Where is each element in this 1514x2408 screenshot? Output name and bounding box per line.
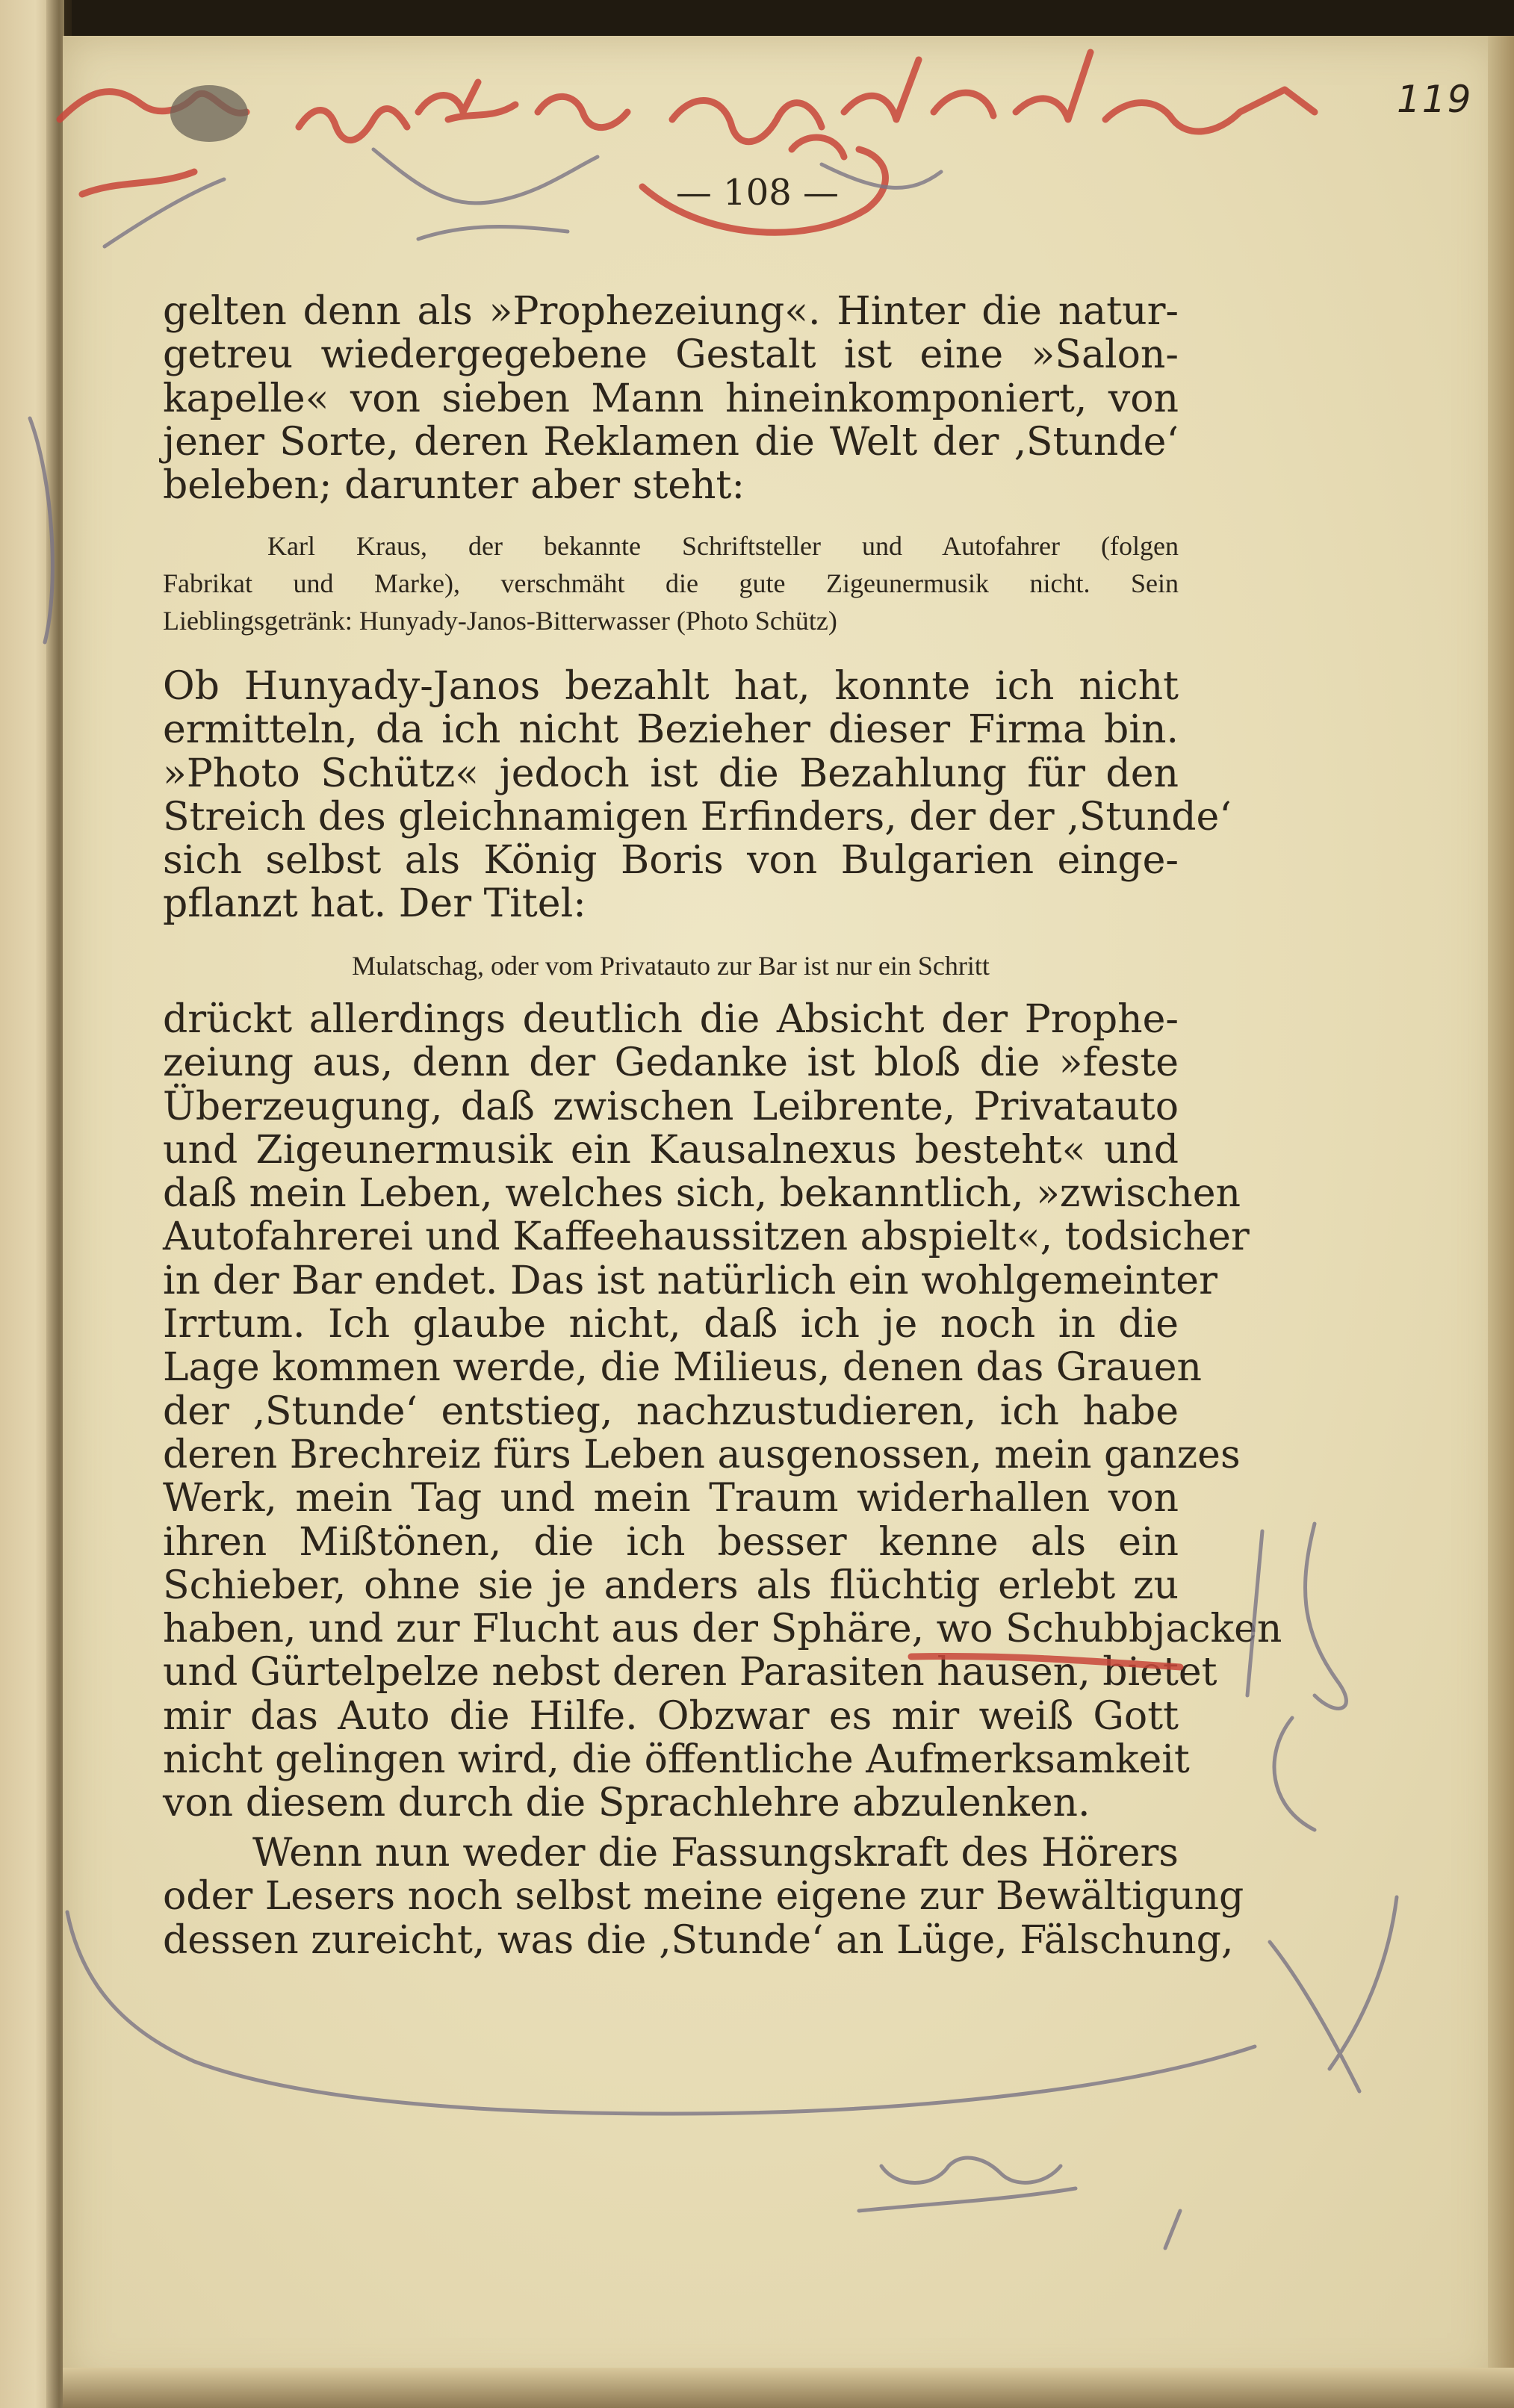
text-line: mir das Auto die Hilfe. Obzwar es mir weiß Gott <box>163 1693 1179 1739</box>
text-line: oder Lesers noch selbst meine eigene zur Bewältigung <box>163 1874 1244 1920</box>
text-line: beleben; darunter aber steht: <box>163 463 745 509</box>
text-line: ihren Mißtönen, die ich besser kenne als ein <box>163 1519 1179 1565</box>
text-line: kapelle« von sieben Mann hineinkomponiert, von <box>163 376 1179 421</box>
text-line: pflanzt hat. Der Titel: <box>163 881 586 927</box>
text-line: zeiung aus, denn der Gedanke ist bloß die »feste <box>163 1040 1179 1086</box>
text-line: deren Brechreiz fürs Leben ausgenossen, mein ganzes <box>163 1432 1241 1477</box>
text-line: nicht gelingen wird, die öffentliche Aufmerksamkeit <box>163 1737 1190 1783</box>
archive-folio-number: 119 <box>1397 78 1473 121</box>
red-pencil-note <box>60 52 1315 1667</box>
text-line: »Photo Schütz« jedoch ist die Bezahlung für den <box>163 751 1179 796</box>
text-line: sich selbst als König Boris von Bulgarien einge- <box>163 838 1179 884</box>
text-line: Autofahrerei und Kaffeehaussitzen abspielt«, todsicher <box>163 1214 1250 1260</box>
text-line: daß mein Leben, welches sich, bekanntlich, »zwischen <box>163 1171 1241 1217</box>
text-line: Überzeugung, daß zwischen Leibrente, Privatauto <box>163 1084 1179 1129</box>
text-line: in der Bar endet. Das ist natürlich ein wohlgemeinter <box>163 1258 1217 1303</box>
text-line: und Gürtelpelze nebst deren Parasiten hausen, bietet <box>163 1650 1217 1695</box>
grey-pencil-marks <box>30 149 1397 2248</box>
text-line: getreu wiedergegebene Gestalt ist eine »Salon- <box>163 332 1179 378</box>
text-line: drückt allerdings deutlich die Absicht der Prophe- <box>163 997 1179 1042</box>
text-line: und Zigeunermusik ein Kausalnexus besteht« und <box>163 1127 1179 1173</box>
text-line: von diesem durch die Sprachlehre abzulenken. <box>163 1781 1090 1826</box>
quote-line: Lieblingsgetränk: Hunyady-Janos-Bitterwasser (Photo Schütz) <box>163 606 837 636</box>
text-line: Wenn nun weder die Fassungskraft des Hörers <box>252 1831 1179 1875</box>
text-line: haben, und zur Flucht aus der Sphäre, wo Schubbjacken <box>163 1607 1282 1652</box>
quote-line: Fabrikat und Marke), verschmäht die gute Zigeunermusik nicht. Sein <box>163 568 1179 598</box>
text-line: Schieber, ohne sie je anders als flüchtig erlebt zu <box>163 1563 1179 1608</box>
text-line: ermitteln, da ich nicht Bezieher dieser Firma bin. <box>163 707 1179 753</box>
page-number: — 108 — <box>675 172 840 214</box>
text-line: jener Sorte, deren Reklamen die Welt der ‚Stunde‘ <box>163 419 1179 465</box>
text-line: dessen zureicht, was die ‚Stunde‘ an Lüge, Fälschung, <box>163 1917 1234 1963</box>
text-line: Werk, mein Tag und mein Traum widerhallen von <box>163 1476 1179 1521</box>
text-line: Lage kommen werde, die Milieus, denen das Grauen <box>163 1345 1202 1391</box>
quote-title: Mulatschag, oder vom Privatauto zur Bar ist nur ein Schritt <box>352 951 990 981</box>
text-line: Ob Hunyady-Janos bezahlt hat, konnte ich nicht <box>163 664 1179 709</box>
text-line: Irrtum. Ich glaube nicht, daß ich je noch in die <box>163 1302 1179 1347</box>
quote-line: Karl Kraus, der bekannte Schriftsteller und Autofahrer (folgen <box>267 531 1179 561</box>
ink-blot <box>170 85 248 142</box>
text-line: der ‚Stunde‘ entstieg, nachzustudieren, ich habe <box>163 1388 1179 1434</box>
text-line: Streich des gleichnamigen Erfinders, der der ‚Stunde‘ <box>163 794 1232 840</box>
text-line: gelten denn als »Prophezeiung«. Hinter die natur- <box>163 289 1179 334</box>
